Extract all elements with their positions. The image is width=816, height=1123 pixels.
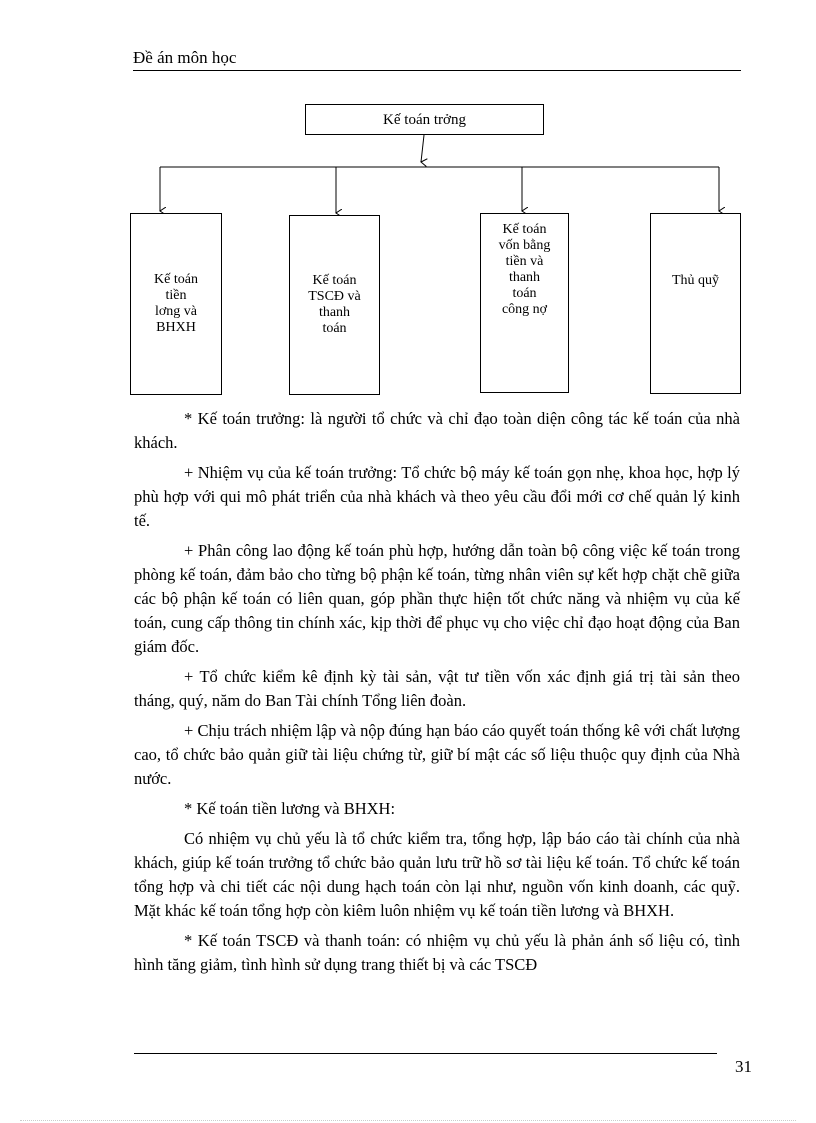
paragraph: + Tổ chức kiểm kê định kỳ tài sản, vật tư tiền vốn xác định giá trị tài sản theo tháng, quý, năm do Ban Tài chính Tổng liên đoàn. (134, 667, 740, 710)
box-line: thanh (508, 270, 541, 285)
paragraph: * Kế toán trưởng: là người tổ chức và chỉ đạo toàn diện công tác kế toán của nhà khách. (134, 409, 740, 452)
paragraph: * Kế toán TSCĐ và thanh toán: có nhiệm vụ chủ yếu là phản ánh số liệu có, tình hình tăng giảm, tình hình sử dụng trang thiết bị và các TSCĐ (134, 931, 740, 974)
body-text (134, 407, 740, 983)
page-number: 31 (735, 1057, 752, 1076)
box-line: Thủ quỹ (671, 273, 720, 288)
paragraph: Có nhiệm vụ chủ yếu là tổ chức kiểm tra, tổng hợp, lập báo cáo tài chính của nhà khách, giúp kế toán trưởng tổ chức bảo quản lưu trữ hồ sơ tài liệu kế toán. Tổ chức kế toán tổng hợp và chi tiết các nội dung hạch toán còn lại như, nguồn vốn kinh doanh, các quỹ. Mặt khác kế toán tổng hợp còn kiêm luôn nhiệm vụ kế toán tiền lương và BHXH. (134, 829, 740, 920)
chief-accountant-label: Kế toán trởng (383, 111, 466, 128)
treasurer-box (650, 213, 741, 394)
box-line: Kế toán (502, 222, 547, 237)
box-line: lơng và (154, 304, 197, 319)
box-line: công nợ (501, 302, 548, 317)
salary-accountant-box (130, 213, 222, 395)
box-line: vốn bằng (498, 238, 551, 253)
box-line: Kế toán (312, 273, 357, 288)
box-line: Kế toán (154, 272, 198, 287)
box-line: BHXH (156, 320, 196, 335)
box-line: tiền (165, 288, 187, 303)
cash-accountant-box (480, 213, 569, 393)
footer-rule (134, 1053, 717, 1054)
paragraph: + Nhiệm vụ của kế toán trưởng: Tổ chức bộ máy kế toán gọn nhẹ, khoa học, hợp lý phù hợp với qui mô phát triển của nhà khách và theo yêu cầu đổi mới cơ chế quản lý kinh tế. (134, 463, 740, 530)
box-line: toán (322, 321, 347, 336)
box-line: tiền và (505, 254, 544, 269)
page-header: Đề án môn học (133, 48, 741, 71)
paragraph: * Kế toán tiền lương và BHXH: (184, 799, 396, 818)
page-edge-divider (20, 1120, 796, 1121)
box-line: toán (512, 286, 537, 301)
paragraph: + Phân công lao động kế toán phù hợp, hướng dẫn toàn bộ công việc kế toán trong phòng kế toán, đảm bảo cho từng bộ phận kế toán, từng nhân viên sự kết hợp chặt chẽ giữa các bộ phận kế toán có liên quan, góp phần thực hiện tốt chức năng và nhiệm vụ của kế toán, cung cấp thông tin chính xác, kịp thời để phục vụ cho việc chỉ đạo hoạt động của Ban giám đốc. (134, 541, 740, 656)
box-line: thanh (318, 305, 351, 320)
chief-accountant-box (305, 104, 544, 135)
paragraph: + Chịu trách nhiệm lập và nộp đúng hạn báo cáo quyết toán thống kê với chất lượng cao, tổ chức bảo quản giữ tài liệu chứng từ, giữ bí mật các số liệu thuộc quy định của Nhà nước. (134, 721, 740, 788)
connector-top-down (421, 135, 424, 162)
box-line: TSCĐ và (308, 289, 361, 304)
fixed-asset-accountant-box (289, 215, 380, 395)
